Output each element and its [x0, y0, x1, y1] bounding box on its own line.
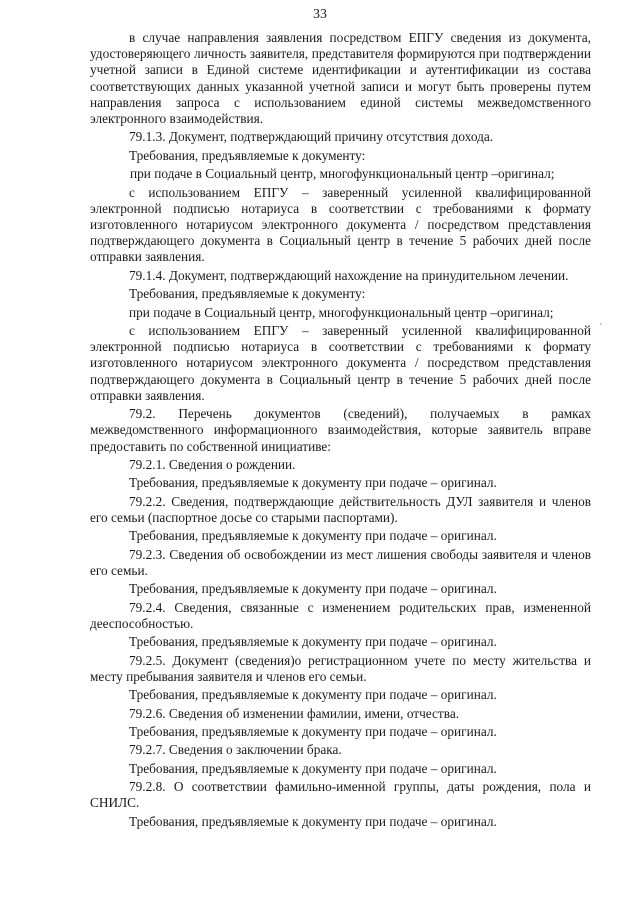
- paragraph-requirement-original: Требования, предъявляемые к документу при подаче – оригинал.: [129, 475, 497, 491]
- paragraph-requirement-original: Требования, предъявляемые к документу при подаче – оригинал.: [129, 528, 497, 544]
- paragraph-identity-verification: в случае направления заявления посредством ЕПГУ сведения из документа, удостоверяющего личность заявителя, представителя формируются при подтверждении учетной записи в Единой системе идентификации и аутентификации из состава соответствующих данных указанной учетной записи и могут быть проверены путем направления запроса с использованием единой системы межведомственного электронного взаимодействия.: [90, 30, 591, 127]
- paragraph-epgu-submission: с использованием ЕПГУ – заверенный усиленной квалифицированной электронной подписью нотариуса в соответствии с требованиями к формату изготовленного нотариусом электронного документа / посредством представления подтверждающего документа в Социальный центр в течение 5 рабочих дней после отправки заявления.: [90, 322, 591, 403]
- paragraph-requirement-original: Требования, предъявляемые к документу при подаче – оригинал.: [129, 760, 497, 776]
- paragraph-79-2-4: 79.2.4. Сведения, связанные с изменением родительских прав, измененной дееспособностью.: [90, 599, 591, 631]
- paragraph-epgu-submission: с использованием ЕПГУ – заверенный усиленной квалифицированной электронной подписью нотариуса в соответствии с требованиями к формату изготовленного нотариусом электронного документа / посредством представления подтверждающего документа в Социальный центр в течение 5 рабочих дней после отправки заявления.: [90, 184, 591, 265]
- paragraph-requirement-original: Требования, предъявляемые к документу при подаче – оригинал.: [129, 813, 497, 829]
- paragraph-79-2-2: 79.2.2. Сведения, подтверждающие действительность ДУЛ заявителя и членов его семьи (паспортное досье со старыми паспортами).: [90, 493, 591, 525]
- paragraph-requirement-original: Требования, предъявляемые к документу при подаче – оригинал.: [129, 581, 497, 597]
- paragraph-79-2-6: 79.2.6. Сведения об изменении фамилии, имени, отчества.: [129, 705, 460, 721]
- paragraph-original-in-person: при подаче в Социальный центр, многофункциональный центр –оригинал;: [130, 166, 555, 182]
- paragraph-79-2-heading: 79.2. Перечень документов (сведений), получаемых в рамках межведомственного информационного взаимодействия, которые заявитель вправе предоставить по собственной инициативе:: [90, 406, 591, 454]
- paragraph-79-2-8: 79.2.8. О соответствии фамильно-именной группы, даты рождения, пола и СНИЛС.: [90, 779, 591, 811]
- paragraph-original-in-person: при подаче в Социальный центр, многофункциональный центр –оригинал;: [129, 304, 554, 320]
- paragraph-requirement-original: Требования, предъявляемые к документу при подаче – оригинал.: [129, 687, 497, 703]
- paragraph-79-2-3: 79.2.3. Сведения об освобождении из мест лишения свободы заявителя и членов его семьи.: [90, 546, 591, 578]
- paragraph-requirements: Требования, предъявляемые к документу:: [129, 286, 366, 302]
- document-body: [90, 30, 591, 832]
- paragraph-requirement-original: Требования, предъявляемые к документу при подаче – оригинал.: [129, 634, 497, 650]
- paragraph-requirement-original: Требования, предъявляемые к документу при подаче – оригинал.: [129, 724, 497, 740]
- paragraph-requirements: Требования, предъявляемые к документу:: [129, 147, 366, 163]
- page-number: 33: [313, 7, 327, 22]
- paragraph-79-2-7: 79.2.7. Сведения о заключении брака.: [129, 742, 342, 758]
- paragraph-79-1-3-heading: 79.1.3. Документ, подтверждающий причину отсутствия дохода.: [129, 129, 494, 145]
- paragraph-79-2-1: 79.2.1. Сведения о рождении.: [129, 456, 296, 472]
- paragraph-79-2-5: 79.2.5. Документ (сведения)о регистрационном учете по месту жительства и месту пребывания заявителя и членов его семьи.: [90, 652, 591, 684]
- scan-speck: [600, 323, 602, 325]
- paragraph-79-1-4-heading: 79.1.4. Документ, подтверждающий нахождение на принудительном лечении.: [129, 267, 569, 283]
